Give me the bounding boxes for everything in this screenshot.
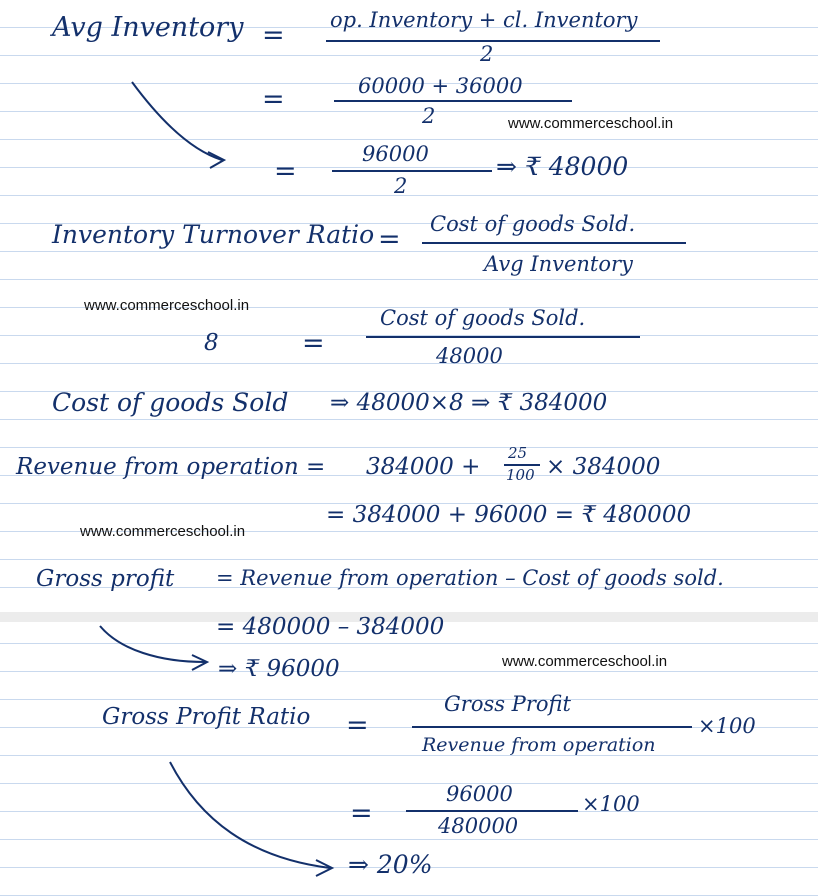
avg-inventory-denominator: 2 xyxy=(480,42,494,66)
itr-step-numerator: Cost of goods Sold. xyxy=(380,306,586,330)
gp-ratio-step-times: ×100 xyxy=(582,792,640,816)
itr-label: Inventory Turnover Ratio xyxy=(52,220,375,249)
avg-inventory-numerator: op. Inventory + cl. Inventory xyxy=(330,8,638,32)
avg-inventory-step2-denominator: 2 xyxy=(422,104,436,128)
watermark-3: www.commerceschool.in xyxy=(80,523,246,540)
cogs-calculation: ⇒ 48000×8 ⇒ ₹ 384000 xyxy=(330,390,608,416)
itr-step-denominator: 48000 xyxy=(436,344,503,368)
avg-inventory-step2-numerator: 60000 + 36000 xyxy=(358,74,523,98)
gp-ratio-step-numerator: 96000 xyxy=(446,782,513,806)
revenue-label: Revenue from operation = xyxy=(16,454,326,480)
revenue-fraction-denominator: 100 xyxy=(506,466,535,484)
avg-inventory-equals: = xyxy=(262,20,285,51)
avg-inventory-step3-denominator: 2 xyxy=(394,174,408,198)
curve-arrow-1 xyxy=(132,82,222,160)
gross-profit-formula: = Revenue from operation – Cost of goods sold. xyxy=(216,566,724,590)
revenue-fraction-numerator: 25 xyxy=(508,444,528,462)
avg-inventory-step3-bar xyxy=(332,170,492,172)
gp-ratio-step-bar xyxy=(406,810,578,812)
gp-ratio-step-equals: = xyxy=(350,798,373,829)
curve-arrow-3 xyxy=(170,762,330,868)
gp-ratio-label: Gross Profit Ratio xyxy=(102,704,311,730)
revenue-part1: 384000 + xyxy=(366,454,481,480)
revenue-step2: = 384000 + 96000 = ₹ 480000 xyxy=(326,502,692,528)
avg-inventory-step3-equals: = xyxy=(274,156,297,187)
itr-numerator: Cost of goods Sold. xyxy=(430,212,636,236)
gp-ratio-equals: = xyxy=(346,710,369,741)
itr-fraction-bar xyxy=(422,242,686,244)
gross-profit-result: ⇒ ₹ 96000 xyxy=(218,656,340,682)
avg-inventory-step2-equals: = xyxy=(262,84,285,115)
itr-step-bar xyxy=(366,336,640,338)
gross-profit-label: Gross profit xyxy=(36,566,175,592)
gross-profit-step2: = 480000 – 384000 xyxy=(216,614,445,640)
gp-ratio-denominator: Revenue from operation xyxy=(422,734,656,756)
gp-ratio-step-denominator: 480000 xyxy=(438,814,519,838)
avg-inventory-fraction-bar xyxy=(326,40,660,42)
gp-ratio-fraction-bar xyxy=(412,726,692,728)
itr-denominator: Avg Inventory xyxy=(484,252,633,276)
itr-step-equals: = xyxy=(302,328,325,359)
gp-ratio-times: ×100 xyxy=(698,714,756,738)
revenue-part2: × 384000 xyxy=(546,454,661,480)
cogs-label: Cost of goods Sold xyxy=(52,388,289,417)
curve-arrow-2 xyxy=(100,626,205,662)
watermark-1: www.commerceschool.in xyxy=(508,115,674,132)
avg-inventory-label: Avg Inventory xyxy=(52,12,244,43)
watermark-2: www.commerceschool.in xyxy=(84,297,250,314)
itr-lhs-value: 8 xyxy=(204,330,219,356)
avg-inventory-step3-numerator: 96000 xyxy=(362,142,429,166)
gp-ratio-numerator: Gross Profit xyxy=(444,692,571,716)
avg-inventory-result: ⇒ ₹ 48000 xyxy=(496,152,629,181)
gp-ratio-result: ⇒ 20% xyxy=(348,850,433,879)
watermark-4: www.commerceschool.in xyxy=(502,653,668,670)
avg-inventory-step2-bar xyxy=(334,100,572,102)
itr-equals: = xyxy=(378,224,401,255)
